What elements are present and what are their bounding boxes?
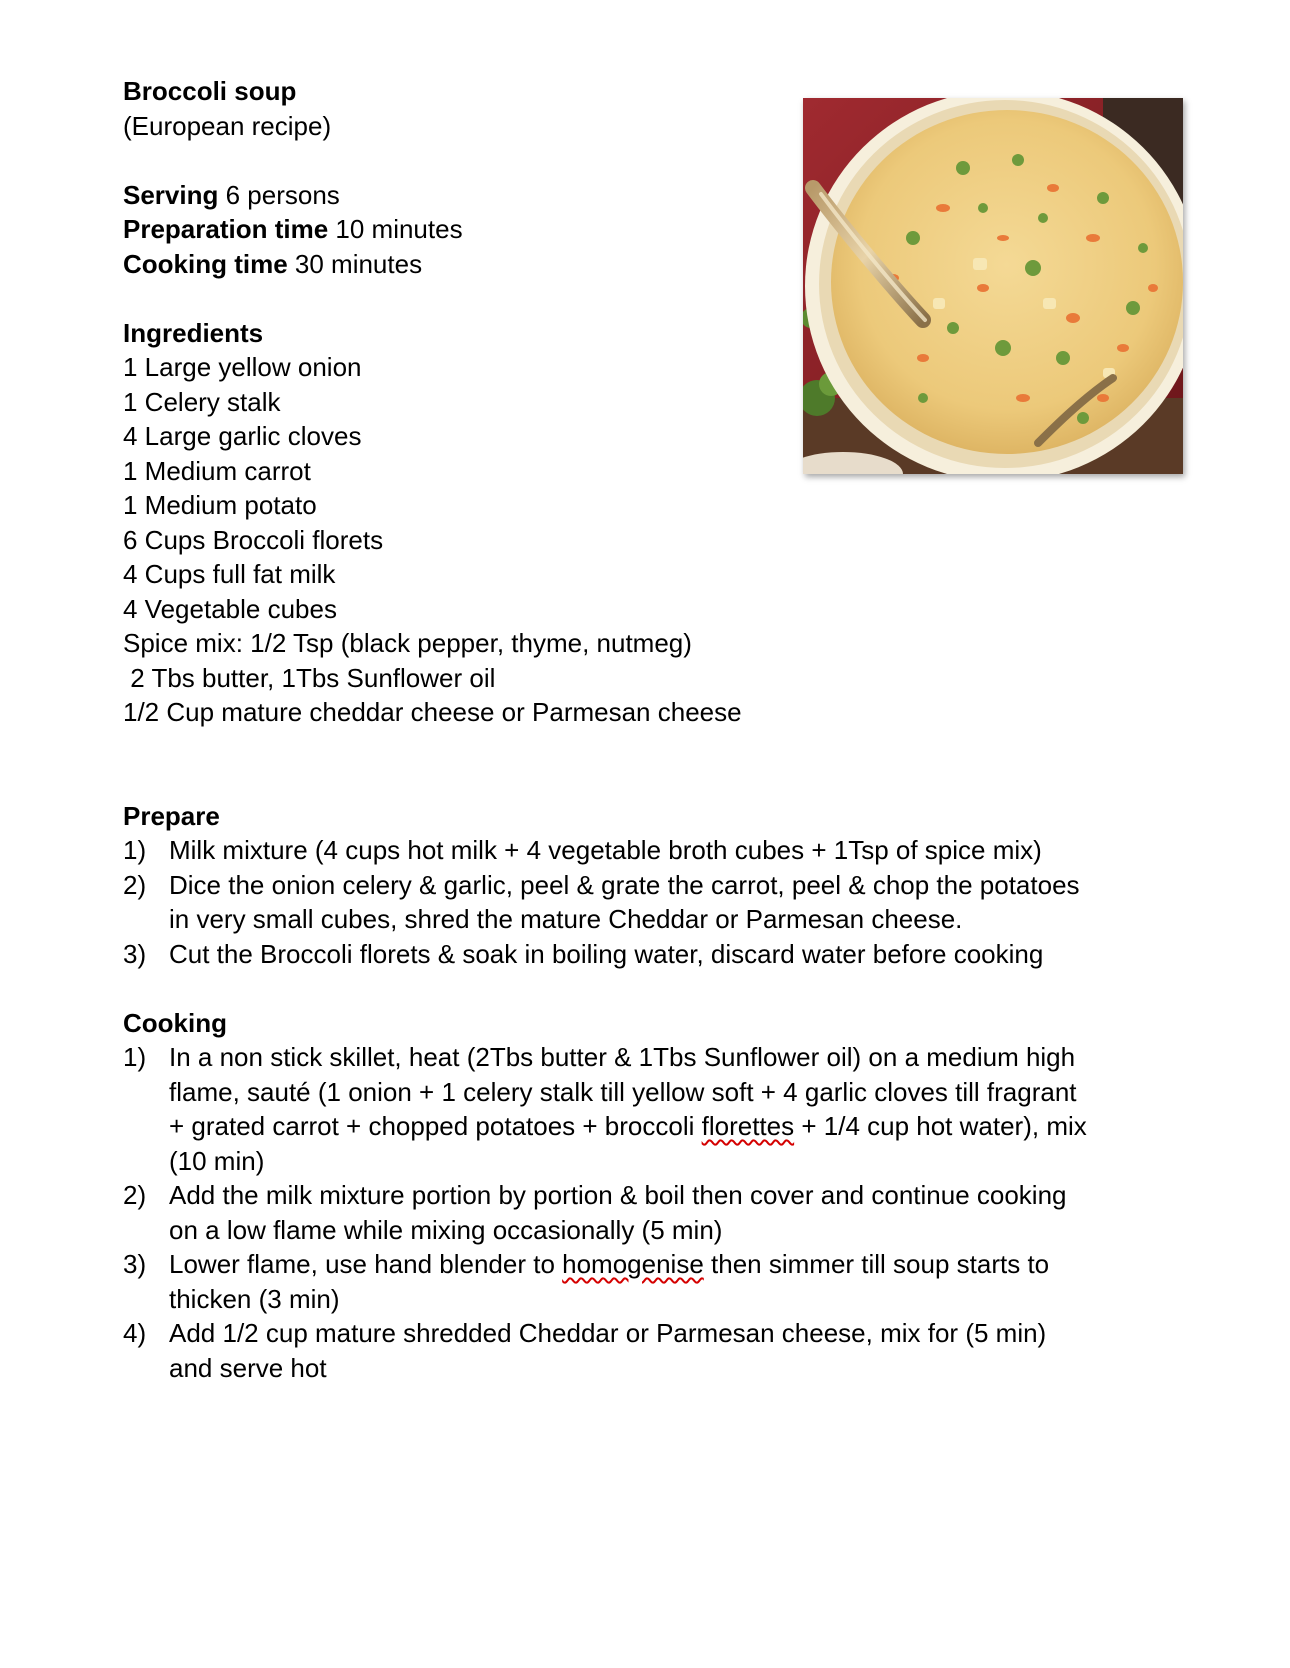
- ingredient-item: 1 Celery stalk: [123, 386, 281, 417]
- ingredient-item: 1 Medium carrot: [123, 455, 311, 486]
- step-text: In a non stick skillet, heat (2Tbs butter & 1Tbs Sunflower oil) on a medium high: [169, 1042, 1076, 1072]
- ingredient-item: 1 Large yellow onion: [123, 352, 362, 382]
- prepare-step: [123, 937, 1183, 972]
- ingredient-item: 2 Tbs butter, 1Tbs Sunflower oil: [123, 662, 496, 693]
- prepare-step: [123, 833, 1183, 868]
- step-text: and serve hot: [169, 1352, 327, 1383]
- step-text: (10 min): [169, 1145, 265, 1176]
- meta-cooking-time: Cooking time 30 minutes: [123, 248, 423, 279]
- meta-serving: Serving 6 persons: [123, 179, 340, 210]
- cooking-steps: [123, 1040, 1183, 1385]
- soup-pot-image: [803, 98, 1183, 474]
- step-text: Add 1/2 cup mature shredded Cheddar or Parmesan cheese, mix for (5 min): [169, 1318, 1047, 1348]
- cooking-step: [123, 1178, 1183, 1247]
- ingredient-item: 6 Cups Broccoli florets: [123, 524, 384, 555]
- step-text: Lower flame, use hand blender to homogenise then simmer till soup starts to: [169, 1249, 1050, 1279]
- step-text: + grated carrot + chopped potatoes + broccoli florettes + 1/4 cup hot water), mix: [169, 1111, 1087, 1141]
- spellcheck-flagged-word[interactable]: florettes: [701, 1111, 795, 1141]
- step-number: 3): [123, 1249, 147, 1279]
- ingredient-item: Spice mix: 1/2 Tsp (black pepper, thyme, nutmeg): [123, 628, 692, 658]
- cooking-step: [123, 1040, 1183, 1178]
- ingredients-heading: Ingredients: [123, 317, 264, 348]
- step-number: 4): [123, 1318, 147, 1348]
- cooking-heading: Cooking: [123, 1007, 227, 1038]
- recipe-title: Broccoli soup: [123, 76, 297, 106]
- prepare-heading: Prepare: [123, 800, 220, 831]
- step-number: 1): [123, 835, 147, 865]
- soup-photo[interactable]: [803, 98, 1183, 474]
- step-text: in very small cubes, shred the mature Cheddar or Parmesan cheese.: [169, 904, 963, 934]
- ingredient-item: 1 Medium potato: [123, 490, 317, 520]
- step-text: Milk mixture (4 cups hot milk + 4 vegetable broth cubes + 1Tsp of spice mix): [169, 835, 1042, 865]
- step-text: on a low flame while mixing occasionally (5 min): [169, 1214, 723, 1245]
- step-text: Cut the Broccoli florets & soak in boiling water, discard water before cooking: [169, 938, 1044, 969]
- cooking-step: [123, 1247, 1183, 1316]
- meta-preparation-time: Preparation time 10 minutes: [123, 214, 463, 244]
- ingredient-item: 4 Vegetable cubes: [123, 593, 337, 624]
- ingredient-item: 4 Cups full fat milk: [123, 559, 336, 589]
- prepare-step: [123, 868, 1183, 937]
- step-text: Dice the onion celery & garlic, peel & grate the carrot, peel & chop the potatoes: [169, 869, 1080, 900]
- step-text: flame, sauté (1 onion + 1 celery stalk till yellow soft + 4 garlic cloves till fragrant: [169, 1076, 1077, 1107]
- step-number: 2): [123, 869, 147, 900]
- step-text: thicken (3 min): [169, 1283, 340, 1314]
- cooking-step: [123, 1316, 1183, 1385]
- step-number: 2): [123, 1180, 147, 1210]
- recipe-subtitle: (European recipe): [123, 110, 332, 141]
- prepare-steps: [123, 833, 1183, 971]
- step-number: 1): [123, 1042, 147, 1072]
- spellcheck-flagged-word[interactable]: homogenise: [562, 1249, 704, 1279]
- step-text: Add the milk mixture portion by portion & boil then cover and continue cooking: [169, 1180, 1067, 1210]
- ingredient-item: 1/2 Cup mature cheddar cheese or Parmesan cheese: [123, 697, 742, 727]
- step-number: 3): [123, 938, 147, 969]
- ingredient-item: 4 Large garlic cloves: [123, 421, 362, 451]
